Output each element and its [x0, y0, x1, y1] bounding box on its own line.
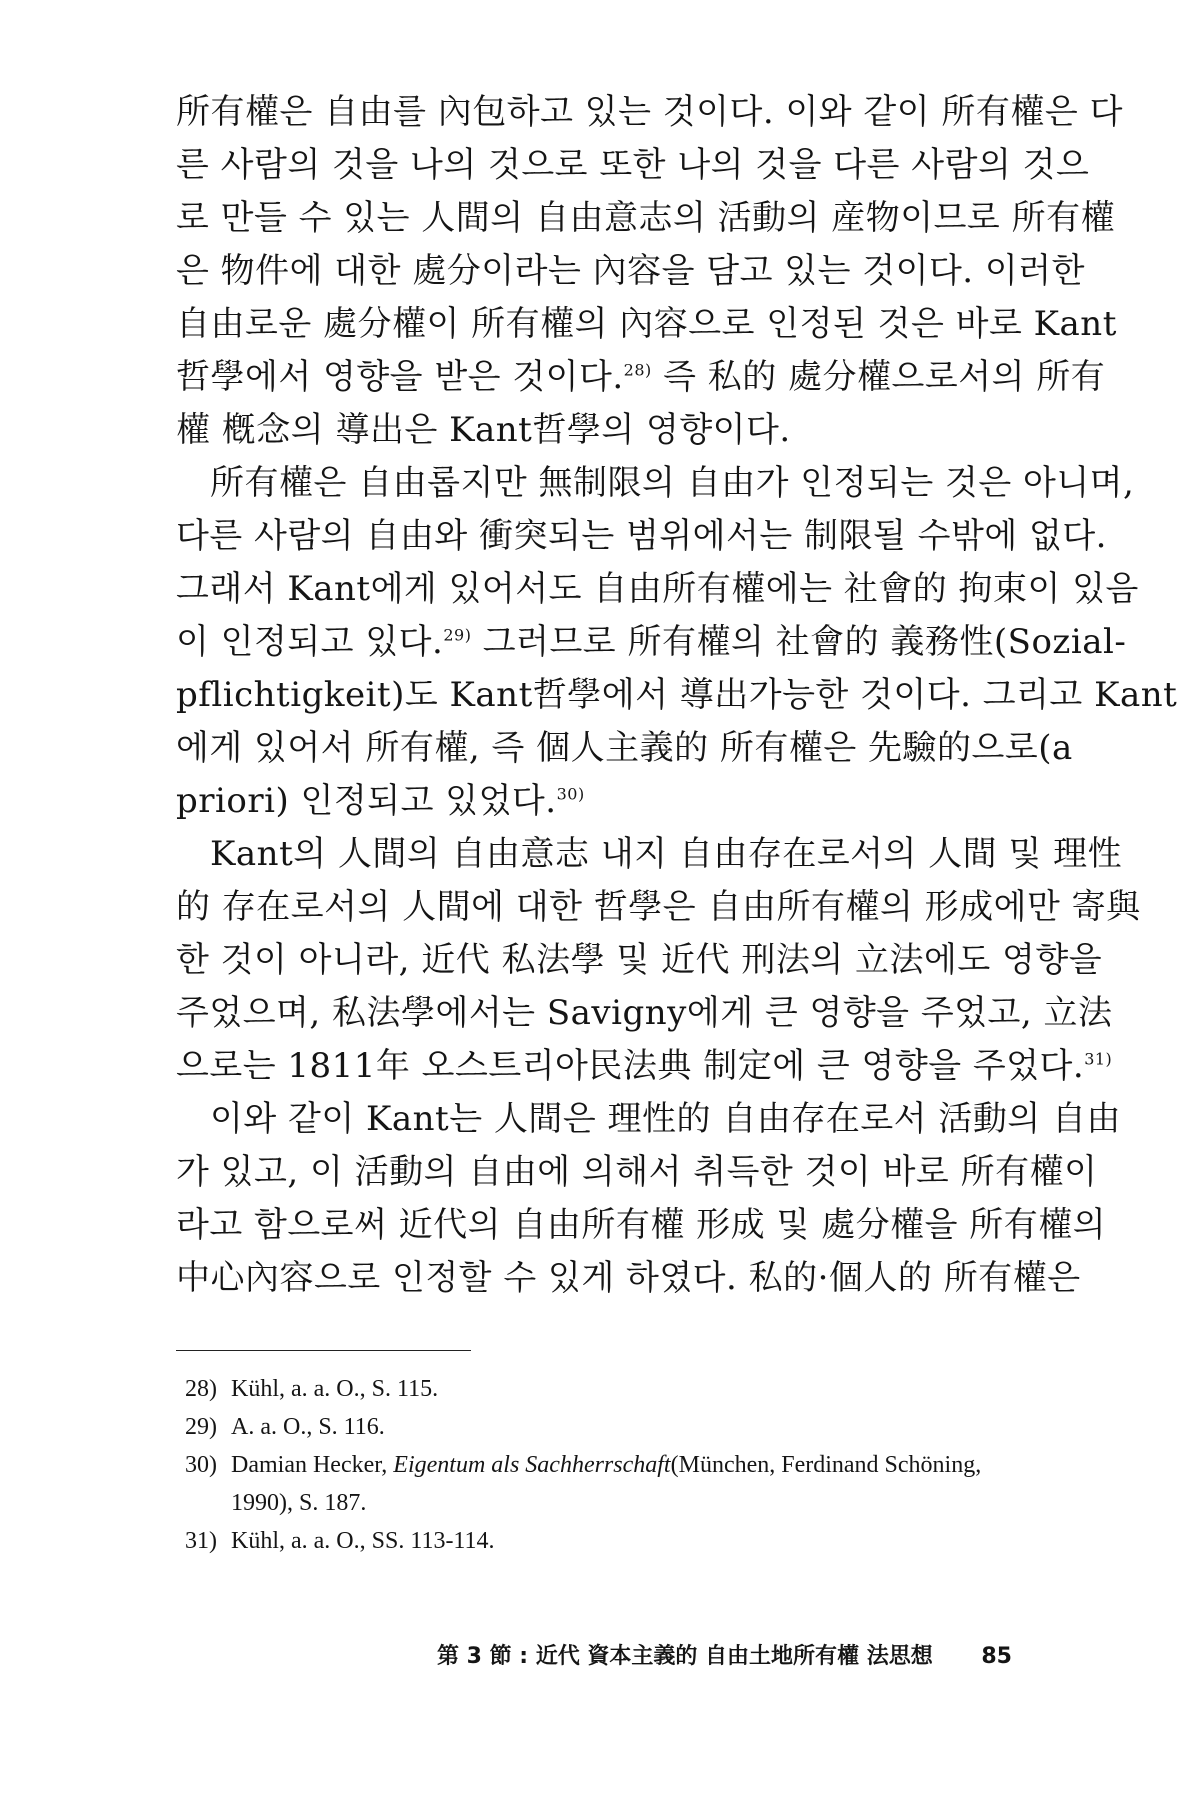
paragraph — [176, 457, 1178, 828]
text-line: 가 있고, 이 活動의 自由에 의해서 취득한 것이 바로 所有權이 — [176, 1152, 1098, 1192]
text-segment: priori) 인정되고 있었다. — [176, 781, 557, 821]
footnote — [185, 1408, 1015, 1446]
footnote-author: Damian Hecker, — [231, 1452, 394, 1478]
text-segment: 이 인정되고 있다. — [176, 622, 444, 662]
paragraph — [176, 1093, 1121, 1305]
text-line — [176, 616, 1127, 669]
text-line — [176, 775, 1012, 828]
text-line: 的 存在로서의 人間에 대한 哲學은 自由所有權의 形成에만 寄與 — [176, 887, 1141, 927]
running-footer — [437, 1642, 1012, 1672]
text-line: 에게 있어서 所有權, 즉 個人主義的 所有權은 先驗的으로(a — [176, 728, 1073, 768]
footnote — [185, 1370, 1015, 1408]
footnote-text — [231, 1446, 1015, 1484]
page-number: 85 — [981, 1644, 1012, 1669]
text-line: 權 槪念의 導出은 Kant哲學의 영향이다. — [176, 410, 791, 450]
text-line — [176, 1040, 1113, 1093]
text-line — [176, 351, 1106, 404]
text-line: 한 것이 아니라, 近代 私法學 및 近代 刑法의 立法에도 영향을 — [176, 940, 1103, 980]
footnote-ref: 31) — [1084, 1049, 1113, 1069]
footnote-text: Kühl, a. a. O., S. 115. — [231, 1376, 439, 1402]
text-line: 所有權은 自由를 內包하고 있는 것이다. 이와 같이 所有權은 다 — [176, 92, 1123, 132]
footnote-text: A. a. O., S. 116. — [231, 1414, 385, 1440]
text-line: 所有權은 自由롭지만 無制限의 自由가 인정되는 것은 아니며, — [210, 463, 1135, 503]
text-line: Kant의 人間의 自由意志 내지 自由存在로서의 人間 및 理性 — [210, 834, 1123, 874]
text-segment: 그러므로 所有權의 社會的 義務性(Sozial- — [482, 622, 1127, 662]
footnote-divider — [176, 1350, 471, 1351]
section-title: 第 3 節 : 近代 資本主義的 自由土地所有權 法思想 — [437, 1644, 933, 1669]
footnote-ref: 28) — [623, 360, 652, 380]
footnote — [185, 1446, 1015, 1484]
footnote-number: 29) — [185, 1414, 217, 1440]
text-line: 中心內容으로 인정할 수 있게 하였다. 私的·個人的 所有權은 — [176, 1258, 1081, 1298]
text-line: 이와 같이 Kant는 人間은 理性的 自由存在로서 活動의 自由 — [210, 1099, 1121, 1139]
text-segment: 즉 私的 處分權으로서의 所有 — [663, 357, 1106, 397]
footnote — [185, 1522, 1015, 1560]
text-line: 로 만들 수 있는 人間의 自由意志의 活動의 産物이므로 所有權 — [176, 198, 1116, 238]
paragraph — [176, 828, 1141, 1093]
text-line: 라고 함으로써 近代의 自由所有權 形成 및 處分權을 所有權의 — [176, 1205, 1107, 1245]
text-line: 自由로운 處分權이 所有權의 內容으로 인정된 것은 바로 Kant — [176, 304, 1117, 344]
text-line: 른 사람의 것을 나의 것으로 또한 나의 것을 다른 사람의 것으 — [176, 145, 1090, 185]
footnote-publisher: (München, Ferdinand Schöning, — [670, 1452, 982, 1478]
footnote-number: 30) — [185, 1452, 217, 1478]
text-line: 그래서 Kant에게 있어서도 自由所有權에는 社會的 拘束이 있음 — [176, 569, 1139, 609]
text-segment: 哲學에서 영향을 받은 것이다. — [176, 357, 624, 397]
text-line: 은 物件에 대한 處分이라는 內容을 담고 있는 것이다. 이러한 — [176, 251, 1085, 291]
footnotes — [185, 1370, 1015, 1560]
footnote-ref: 30) — [556, 784, 585, 804]
footnote-text: Kühl, a. a. O., SS. 113-114. — [231, 1528, 495, 1554]
footnote-book-title: Eigentum als Sachherrschaft — [393, 1452, 671, 1478]
paragraph — [176, 86, 1123, 457]
text-line: 다른 사람의 自由와 衝突되는 범위에서는 制限될 수밖에 없다. — [176, 516, 1107, 556]
footnote-number: 31) — [185, 1528, 217, 1554]
text-line: pflichtigkeit)도 Kant哲學에서 導出가능한 것이다. 그리고 Kant — [176, 675, 1178, 715]
body-text — [176, 86, 1178, 1305]
text-line: 주었으며, 私法學에서는 Savigny에게 큰 영향을 주었고, 立法 — [176, 993, 1113, 1033]
footnote-ref: 29) — [443, 625, 472, 645]
text-segment: 으로는 1811年 오스트리아民法典 制定에 큰 영향을 주었다. — [176, 1046, 1085, 1086]
footnote-number: 28) — [185, 1376, 217, 1402]
footnote-continuation: 1990), S. 187. — [231, 1490, 367, 1516]
